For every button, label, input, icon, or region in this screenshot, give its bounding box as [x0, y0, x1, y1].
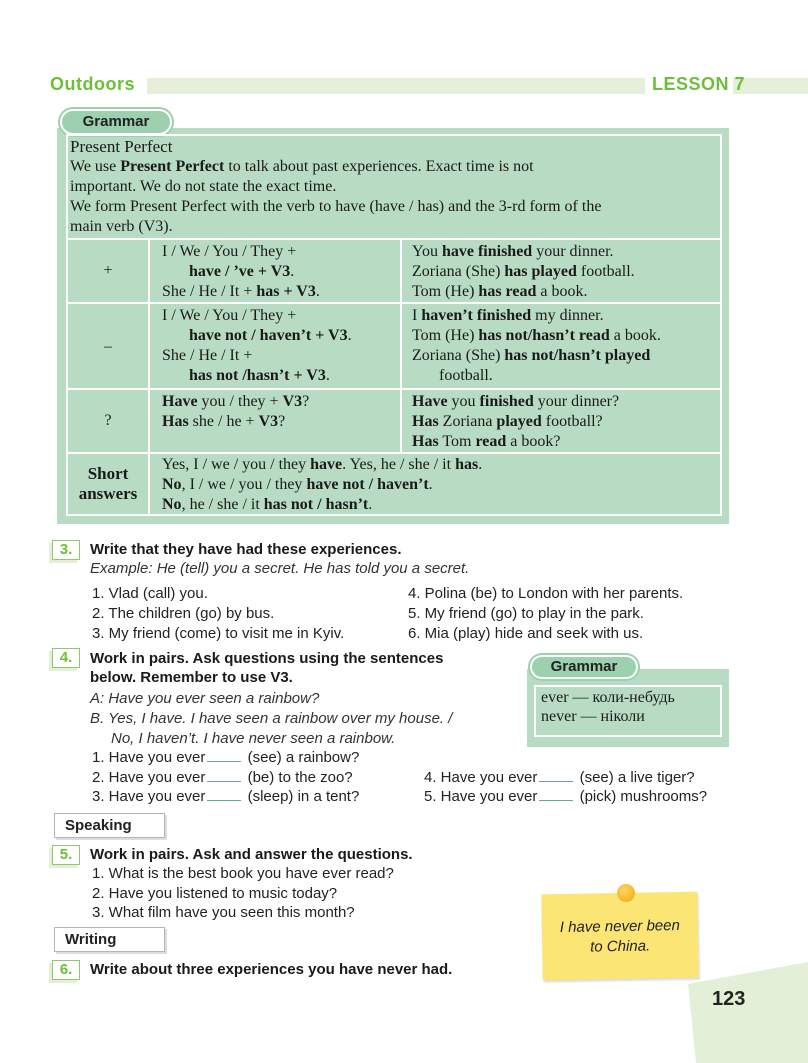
- grammar-intro-line: We form Present Perfect with the verb to have (have / has) and the 3-rd form of the: [70, 198, 602, 215]
- grammar-intro-line: important. We do not state the exact time.: [70, 178, 337, 195]
- exercise-5-number: 5.: [52, 845, 80, 865]
- question-examples: Have you finished your dinner? Has Zoriana played football? Has Tom read a book?: [412, 393, 620, 450]
- list-item: 6. Mia (play) hide and seek with us.: [408, 625, 644, 642]
- exercise-6-task: Write about three experiences you have never had.: [90, 961, 453, 978]
- list-item: 1. Have you ever (see) a rainbow?: [92, 749, 360, 766]
- negative-examples: I haven’t finished my dinner. Tom (He) has not/hasn’t read a book. Zoriana (She) has not/hasn’t played football.: [412, 307, 661, 384]
- list-item: 5. Have you ever (pick) mushrooms?: [424, 788, 708, 805]
- answer-blank[interactable]: [539, 770, 573, 782]
- negative-symbol: –: [104, 338, 112, 355]
- section-title: Outdoors: [50, 74, 135, 94]
- list-item: 5. My friend (go) to play in the park.: [408, 605, 644, 622]
- grammar-tab: Grammar: [60, 109, 172, 135]
- writing-label: Writing: [54, 927, 165, 952]
- page-number: 123: [712, 988, 746, 1010]
- speaking-label: Speaking: [54, 813, 165, 838]
- list-item: 4. Polina (be) to London with her parents.: [408, 585, 684, 602]
- exercise-5-task: Work in pairs. Ask and answer the questions.: [90, 846, 413, 863]
- lesson-title: LESSON 7: [652, 74, 746, 94]
- grammar-intro-line: main verb (V3).: [70, 218, 173, 235]
- short-answers-label: Short answers: [78, 464, 138, 503]
- exercise-4-number: 4.: [52, 648, 80, 668]
- exercise-3-right-list: [408, 584, 683, 644]
- positive-examples: You have finished your dinner. Zoriana (She) has played football. Tom (He) has read a book.: [412, 243, 635, 300]
- exercise-3-number: 3.: [52, 540, 80, 560]
- pushpin-icon: [617, 884, 635, 902]
- list-item: 1. Vlad (call) you.: [92, 585, 208, 602]
- question-form: Have you / they + V3? Has she / he + V3?: [162, 393, 310, 430]
- header-bar-left: [147, 78, 645, 94]
- exercise-4-dialogue: A: Have you ever seen a rainbow? B. Yes, I have. I have seen a rainbow over my house. / No, I haven’t. I have never seen a rainbow.: [90, 690, 453, 747]
- exercise-3-left-list: [92, 584, 344, 644]
- exercise-5-list: [92, 864, 394, 923]
- exercise-4-task: Work in pairs. Ask questions using the sentences below. Remember to use V3.: [90, 650, 444, 686]
- list-item: 4. Have you ever (see) a live tiger?: [424, 768, 695, 786]
- answer-blank[interactable]: [539, 789, 573, 801]
- exercise-3-task: Write that they have had these experiences.: [90, 541, 402, 558]
- answer-blank[interactable]: [207, 770, 241, 782]
- grammar-title: Present Perfect: [70, 137, 173, 156]
- grammar-intro: [70, 137, 720, 237]
- positive-form: I / We / You / They + have / ’ve + V3. She / He / It + has + V3.: [162, 243, 320, 300]
- short-answers: Yes, I / we / you / they have. Yes, he / she / it has. No, I / we / you / they have not / haven’t. No, he / she / it has not / hasn’t.: [162, 456, 483, 513]
- exercise-6-number: 6.: [52, 960, 80, 980]
- list-item: 3. My friend (come) to visit me in Kyiv.: [92, 625, 345, 642]
- exercise-3-example: Example: He (tell) you a secret. He has told you a secret.: [90, 560, 470, 577]
- page-corner: [688, 962, 808, 1063]
- question-symbol: ?: [104, 412, 112, 429]
- side-grammar-tab: Grammar: [530, 655, 638, 679]
- positive-symbol: +: [103, 262, 113, 279]
- answer-blank[interactable]: [207, 750, 241, 762]
- list-item: 2. The children (go) by bus.: [92, 605, 275, 622]
- list-item: 2. Have you listened to music today?: [92, 884, 338, 902]
- negative-form: I / We / You / They + have not / haven’t + V3. She / He / It + has not /hasn’t + V3.: [162, 307, 352, 384]
- exercise-4-left-list: [92, 748, 359, 807]
- list-item: 1. What is the best book you have ever read?: [92, 865, 394, 882]
- sticky-note: I have never been to China.: [541, 892, 698, 981]
- side-grammar-text: ever — коли-небудь never — ніколи: [541, 689, 675, 725]
- grammar-intro-line: We use Present Perfect to talk about past experiences. Exact time is not: [70, 158, 534, 175]
- answer-blank[interactable]: [207, 789, 241, 801]
- exercise-4-right-list: [424, 768, 707, 807]
- list-item: 3. Have you ever (sleep) in a tent?: [92, 788, 360, 805]
- list-item: 2. Have you ever (be) to the zoo?: [92, 768, 353, 786]
- list-item: 3. What film have you seen this month?: [92, 904, 355, 921]
